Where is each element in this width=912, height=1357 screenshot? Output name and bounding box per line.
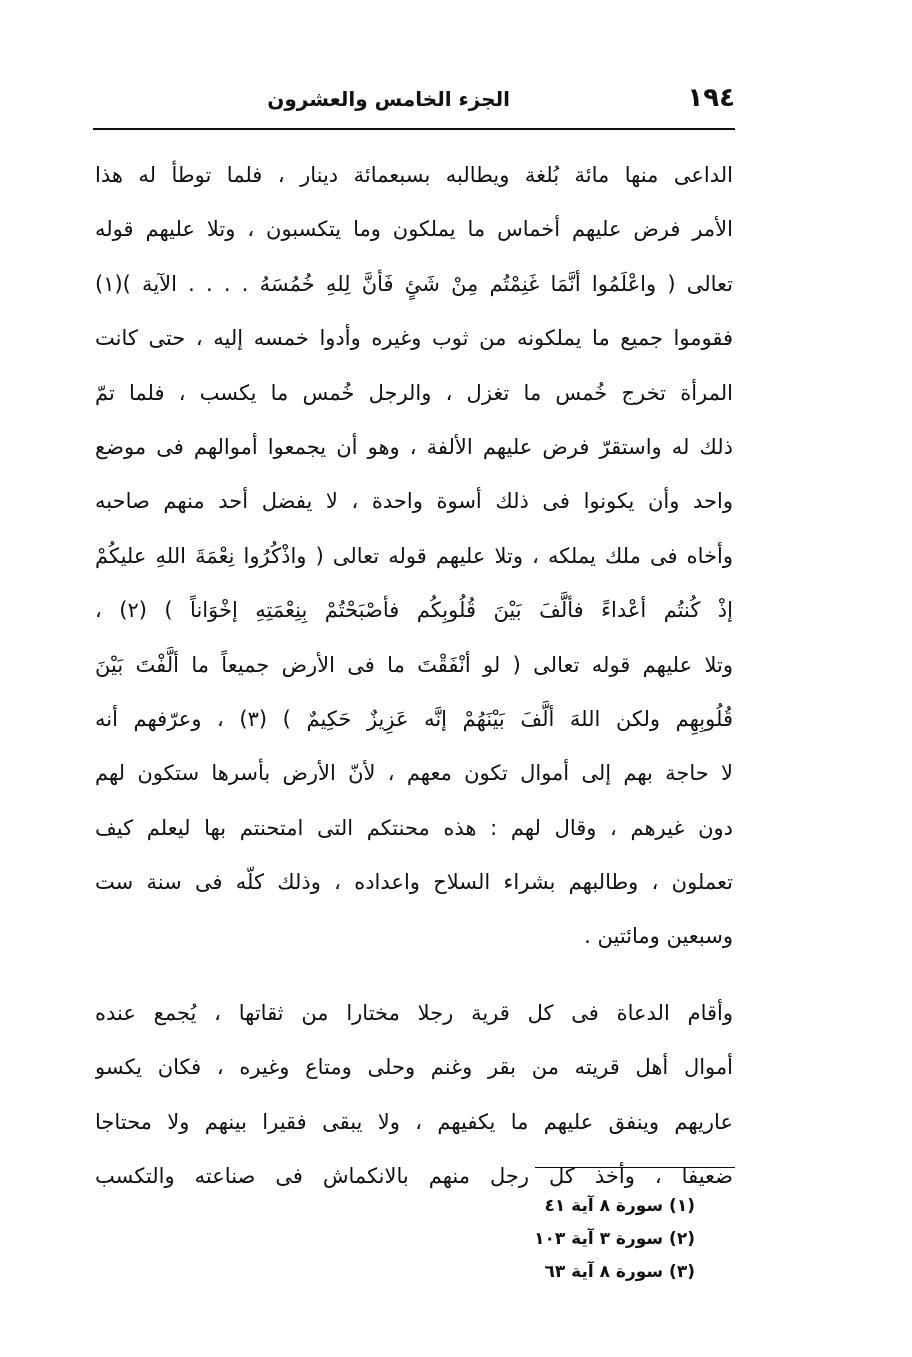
paragraph-gap bbox=[95, 964, 733, 986]
text-line: قُلُوبِهِم ولكن اللهَ ألَّفَ بَيْنَهُمْ إنَّه عَزِيزٌ حَكِيمٌ ) (٣) ، وعرّفهم أنه bbox=[95, 706, 733, 731]
header-rule bbox=[93, 128, 735, 130]
page-number: ١٩٤ bbox=[687, 83, 735, 113]
text-line: إذْ كُنتُم أعْداءً فألَّفَ بَيْنَ قُلُوبِكُم فأصْبَحْتُمْ بِنِعْمَتِهِ إخْوَاناً ) (٢) ، bbox=[95, 598, 733, 623]
text-line: تعالى ( واعْلَمُوا أنَّمَا غَنِمْتُم مِنْ شَئٍ فَأنَّ لِلهِ خُمُسَهُ . . . . الآية )(١) bbox=[95, 271, 733, 296]
text-line: وأخاه فى ملك يملكه ، وتلا عليهم قوله تعالى ( واذْكُرُوا نِعْمَةَ اللهِ عليكُمْ bbox=[95, 543, 733, 568]
text-line: دون غيرهم ، وقال لهم : هذه محنتكم التى امتحنتم بها ليعلم كيف bbox=[95, 815, 733, 840]
paragraph-1 bbox=[95, 148, 733, 964]
footnotes bbox=[435, 1190, 695, 1289]
text-line: لا حاجة بهم إلى أموال تكون معهم ، لأنّ الأرض بأسرها ستكون لهم bbox=[95, 761, 733, 786]
text-line: فقوموا جميع ما يملكونه من ثوب وغيره وأدوا خمسه إليه ، حتى كانت bbox=[95, 326, 733, 351]
footnote-3: (٣) سورة ٨ آية ٦٣ bbox=[544, 1262, 695, 1282]
text-line: الداعى منها مائة بُلغة ويطالبه بسبعمائة دينار ، فلما توطأ له هذا bbox=[95, 163, 733, 187]
text-line: واحد وأن يكونوا فى ذلك أسوة واحدة ، لا يفضل أحد منهم صاحبه bbox=[95, 489, 733, 514]
text-line: عاريهم وينفق عليهم ما يكفيهم ، ولا يبقى فقيرا بينهم ولا محتاجا bbox=[95, 1109, 733, 1134]
text-line: ضعيفا ، وأخذ كل رجل منهم بالانكماش فى صناعته والتكسب bbox=[95, 1164, 733, 1189]
footnote-rule bbox=[535, 1167, 735, 1168]
text-line: أموال أهل قريته من بقر وغنم وحلى ومتاع وغيره ، فكان يكسو bbox=[95, 1055, 733, 1080]
page-header bbox=[95, 80, 735, 120]
text-line: وسبعين ومائتين . bbox=[584, 924, 733, 949]
body-text bbox=[95, 148, 733, 1203]
running-title: الجزء الخامس والعشرون bbox=[267, 87, 510, 111]
paragraph-2 bbox=[95, 986, 733, 1204]
text-line: الأمر فرض عليهم أخماس ما يملكون وما يتكسبون ، وتلا عليهم قوله bbox=[95, 217, 733, 242]
text-line: المرأة تخرج خُمس ما تغزل ، والرجل خُمس ما يكسب ، فلما تمّ bbox=[95, 380, 733, 405]
footnote-1: (١) سورة ٨ آية ٤١ bbox=[544, 1196, 695, 1216]
text-line: وتلا عليهم قوله تعالى ( لو أنْفَقْتَ ما فى الأرض جميعاً ما ألَّفْتَ بَيْنَ bbox=[95, 652, 733, 677]
text-line: وأقام الدعاة فى كل قرية رجلا مختارا من ثقاتها ، يُجمع عنده bbox=[95, 1000, 733, 1025]
text-line: تعملون ، وطالبهم بشراء السلاح واعداده ، وذلك كلّه فى سنة ست bbox=[95, 870, 733, 895]
footnote-2: (٢) سورة ٣ آية ١٠٣ bbox=[534, 1229, 695, 1249]
text-line: ذلك له واستقرّ فرض عليهم الألفة ، وهو أن يجمعوا أموالهم فى موضع bbox=[95, 434, 733, 459]
